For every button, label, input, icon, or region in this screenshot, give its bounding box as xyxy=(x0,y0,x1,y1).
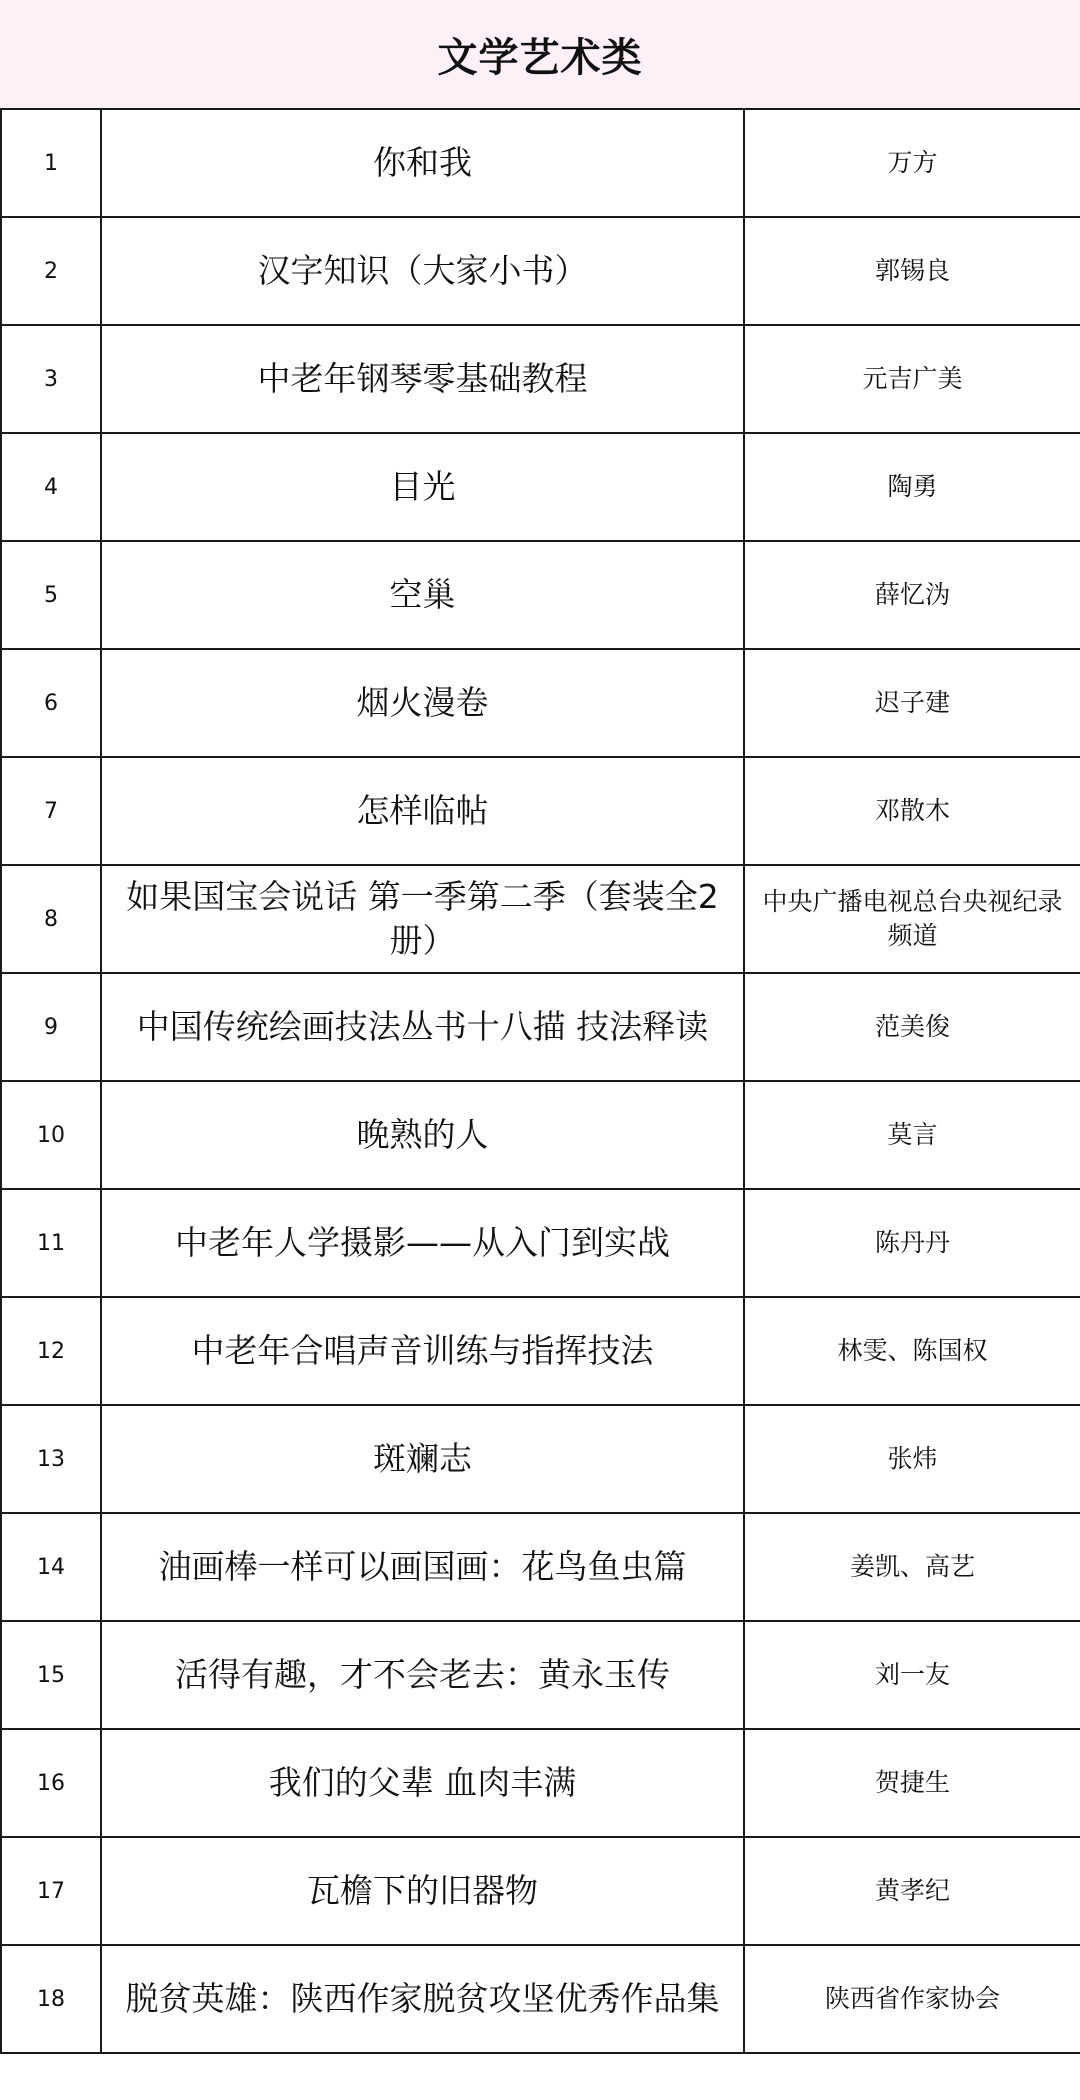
row-number: 4 xyxy=(1,433,101,541)
section-header xyxy=(0,0,1080,108)
row-number: 12 xyxy=(1,1297,101,1405)
table-row xyxy=(1,109,1080,217)
table-row xyxy=(1,1297,1080,1405)
row-number: 1 xyxy=(1,109,101,217)
table-row xyxy=(1,757,1080,865)
row-number: 13 xyxy=(1,1405,101,1513)
book-author: 邓散木 xyxy=(744,757,1080,865)
book-author: 中央广播电视总台央视纪录频道 xyxy=(744,865,1080,973)
table-row xyxy=(1,1405,1080,1513)
book-title: 油画棒一样可以画国画：花鸟鱼虫篇 xyxy=(101,1513,744,1621)
book-title: 怎样临帖 xyxy=(101,757,744,865)
row-number: 14 xyxy=(1,1513,101,1621)
row-number: 17 xyxy=(1,1837,101,1945)
book-author: 张炜 xyxy=(744,1405,1080,1513)
book-title: 目光 xyxy=(101,433,744,541)
row-number: 6 xyxy=(1,649,101,757)
book-list-table xyxy=(0,108,1080,2054)
table-row xyxy=(1,541,1080,649)
book-author: 薛忆沩 xyxy=(744,541,1080,649)
table-row xyxy=(1,649,1080,757)
table-row xyxy=(1,1729,1080,1837)
table-row xyxy=(1,433,1080,541)
book-list-body xyxy=(1,109,1080,2053)
book-title: 中老年钢琴零基础教程 xyxy=(101,325,744,433)
book-author: 黄孝纪 xyxy=(744,1837,1080,1945)
table-row xyxy=(1,865,1080,973)
row-number: 10 xyxy=(1,1081,101,1189)
row-number: 18 xyxy=(1,1945,101,2053)
row-number: 16 xyxy=(1,1729,101,1837)
book-author: 郭锡良 xyxy=(744,217,1080,325)
table-row xyxy=(1,217,1080,325)
table-row xyxy=(1,325,1080,433)
row-number: 15 xyxy=(1,1621,101,1729)
table-row xyxy=(1,1189,1080,1297)
book-author: 姜凯、高艺 xyxy=(744,1513,1080,1621)
book-author: 陶勇 xyxy=(744,433,1080,541)
row-number: 5 xyxy=(1,541,101,649)
book-title: 晚熟的人 xyxy=(101,1081,744,1189)
book-author: 元吉广美 xyxy=(744,325,1080,433)
table-row xyxy=(1,1621,1080,1729)
section-title: 文学艺术类 xyxy=(437,34,643,81)
book-title: 中老年合唱声音训练与指挥技法 xyxy=(101,1297,744,1405)
book-author: 陕西省作家协会 xyxy=(744,1945,1080,2053)
row-number: 7 xyxy=(1,757,101,865)
book-author: 贺捷生 xyxy=(744,1729,1080,1837)
book-title: 空巢 xyxy=(101,541,744,649)
book-title: 中老年人学摄影——从入门到实战 xyxy=(101,1189,744,1297)
table-row xyxy=(1,1837,1080,1945)
book-title: 我们的父辈 血肉丰满 xyxy=(101,1729,744,1837)
book-title: 瓦檐下的旧器物 xyxy=(101,1837,744,1945)
row-number: 2 xyxy=(1,217,101,325)
table-row xyxy=(1,1945,1080,2053)
book-author: 万方 xyxy=(744,109,1080,217)
book-title: 中国传统绘画技法丛书十八描 技法释读 xyxy=(101,973,744,1081)
row-number: 3 xyxy=(1,325,101,433)
table-row xyxy=(1,1081,1080,1189)
book-author: 莫言 xyxy=(744,1081,1080,1189)
book-title: 如果国宝会说话 第一季第二季（套装全2册） xyxy=(101,865,744,973)
book-title: 你和我 xyxy=(101,109,744,217)
book-title: 烟火漫卷 xyxy=(101,649,744,757)
table-row xyxy=(1,1513,1080,1621)
book-author: 林雯、陈国权 xyxy=(744,1297,1080,1405)
book-title: 汉字知识（大家小书） xyxy=(101,217,744,325)
book-author: 迟子建 xyxy=(744,649,1080,757)
row-number: 11 xyxy=(1,1189,101,1297)
row-number: 8 xyxy=(1,865,101,973)
row-number: 9 xyxy=(1,973,101,1081)
book-title: 活得有趣，才不会老去：黄永玉传 xyxy=(101,1621,744,1729)
book-author: 刘一友 xyxy=(744,1621,1080,1729)
book-title: 斑斓志 xyxy=(101,1405,744,1513)
book-author: 陈丹丹 xyxy=(744,1189,1080,1297)
book-author: 范美俊 xyxy=(744,973,1080,1081)
book-title: 脱贫英雄：陕西作家脱贫攻坚优秀作品集 xyxy=(101,1945,744,2053)
table-row xyxy=(1,973,1080,1081)
